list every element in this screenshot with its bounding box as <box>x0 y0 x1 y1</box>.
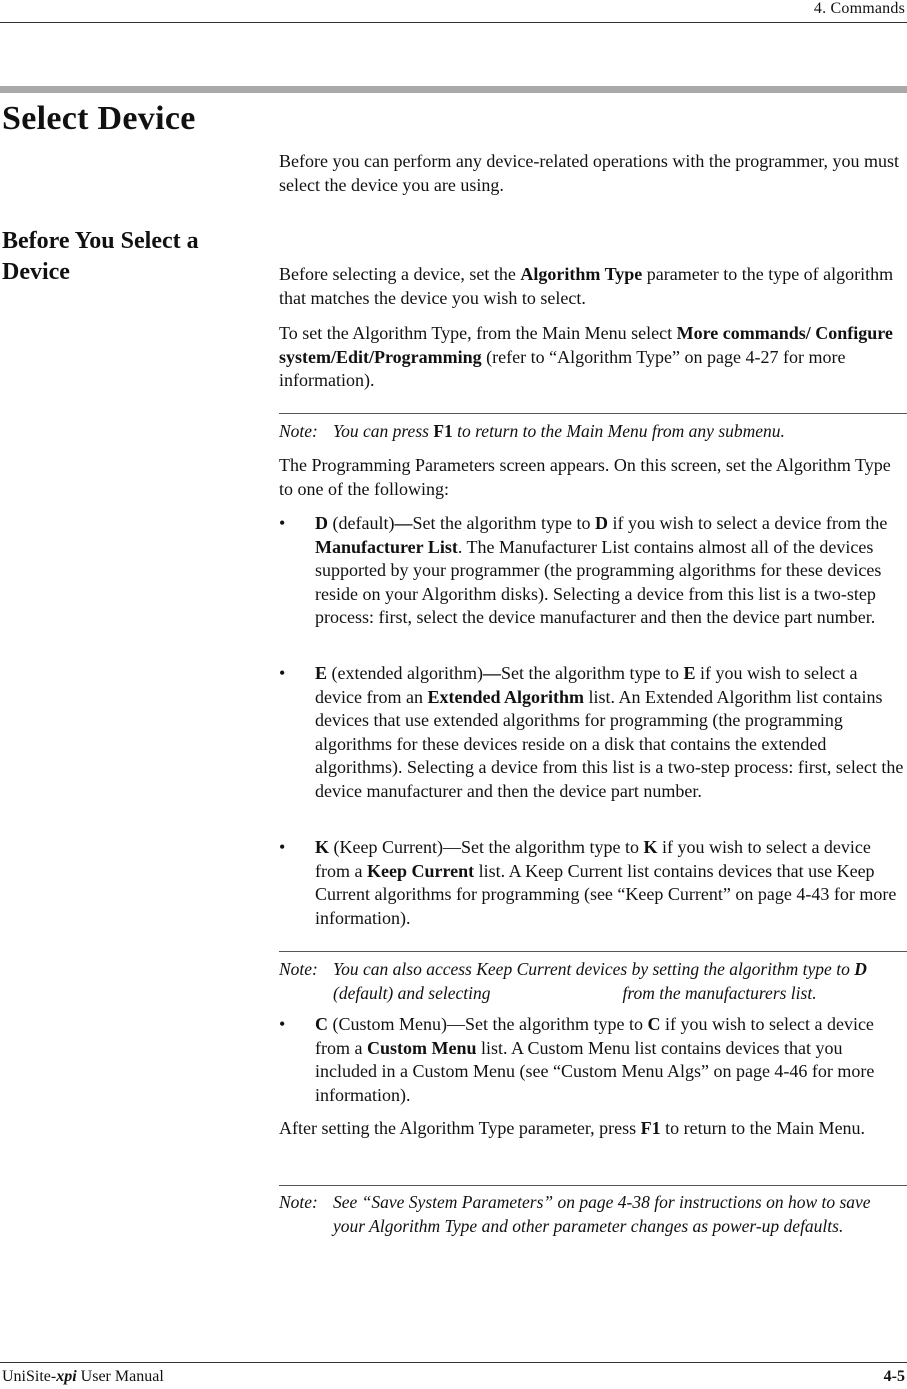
bullet-text1: Set the algorithm type to <box>500 663 684 683</box>
note-keep-current <box>279 958 907 1005</box>
bullet-text <box>315 836 907 930</box>
bullet-dot: • <box>279 1014 286 1034</box>
bullet-text2: if you wish to select a device from a <box>315 837 871 881</box>
note-rule <box>279 413 907 414</box>
paragraph-set-algorithm <box>279 322 905 393</box>
list-item-e <box>279 662 907 803</box>
list-item-k <box>279 836 907 930</box>
p1-bold: Algorithm Type <box>520 264 643 284</box>
footer-suffix: User Manual <box>76 1368 164 1385</box>
note-label: Note: <box>279 421 318 441</box>
bullet-key: K <box>315 837 330 857</box>
bullet-text3: . The Manufacturer List contains almost all of the devices supported by your programmer (the programming algorithms for these devices reside on your Algorithm disks). Selecting a device from this list is a two-step process: first, select the device manufacturer and then the device part number. <box>315 536 882 627</box>
footer-manual-title <box>2 1368 164 1386</box>
paragraph-programming-parameters: The Programming Parameters screen appears. On this screen, set the Algorithm Type to one of the following: <box>279 455 891 499</box>
bullet-dash: — <box>447 1014 465 1034</box>
bullet-list-name: Keep Current <box>366 860 475 881</box>
bullet-list-name: Manufacturer List <box>315 536 458 557</box>
note1-key: F1 <box>433 421 453 441</box>
footer-prefix: UniSite- <box>2 1368 57 1385</box>
bullet-dash: — <box>394 513 413 533</box>
p4-before: After setting the Algorithm Type parameter, press <box>279 1118 641 1138</box>
bullet-text <box>315 512 907 630</box>
p1-before: Before selecting a device, set the <box>279 264 521 284</box>
bullet-key: C <box>315 1014 328 1034</box>
intro-paragraph: Before you can perform any device-related operations with the programmer, you must select the device you are using. <box>279 151 900 195</box>
bullet-dot: • <box>279 837 286 857</box>
p4-after: to return to the Main Menu. <box>660 1118 866 1138</box>
note-rule <box>279 1185 907 1186</box>
bullet-paren: (Custom Menu) <box>328 1014 447 1034</box>
note1-after: to return to the Main Menu from any submenu. <box>452 421 785 441</box>
bullet-key: D <box>315 513 328 533</box>
bullet-text1: Set the algorithm type to <box>412 513 595 533</box>
paragraph-after-setting <box>279 1117 905 1141</box>
bullet-list-name: Extended Algorithm <box>427 686 584 707</box>
bullet-key2: C <box>647 1014 661 1034</box>
bullet-text <box>315 1013 907 1107</box>
note-f1 <box>279 420 907 444</box>
bullet-paren: (extended algorithm) <box>327 663 483 683</box>
bullet-text3: list. A Keep Current list contains devices that use Keep Current algorithms for programming (see “Keep Current” on page 4-43 for more information). <box>315 860 897 928</box>
note-rule <box>279 951 907 952</box>
footer-italic: xpi <box>56 1368 77 1385</box>
note2-text3: from the manufacturers list. <box>622 982 817 1003</box>
footer-page-number: 4-5 <box>883 1368 905 1385</box>
bullet-text3: list. An Extended Algorithm list contains devices that use extended algorithms for programming (the programming algorithms for these devices reside on a disk that contains the extended algorithms). Selecting a device from this list is a two-step process: first, select the device manufacturer and then the device part number. <box>315 686 904 801</box>
bullet-dash: — <box>442 837 461 857</box>
bullet-text2: if you wish to select a device from the <box>607 513 888 533</box>
header-rule <box>0 22 907 23</box>
bullet-paren: (Keep Current) <box>329 837 443 857</box>
note-label: Note: <box>279 1192 318 1212</box>
bullet-text2: if you wish to select a device from a <box>315 1014 874 1058</box>
paragraph-algorithm-type <box>279 263 905 310</box>
note-text: See “Save System Parameters” on page 4-38 for instructions on how to save your Algorithm Type and other parameter changes as power-up defaults. <box>333 1192 871 1236</box>
note-text <box>333 420 907 444</box>
bullet-key2: E <box>683 663 696 683</box>
note-text <box>333 958 907 1005</box>
note2-text2: (default) and selecting <box>333 982 491 1003</box>
bullet-text1: Set the algorithm type to <box>460 837 644 857</box>
bullet-paren: (default) <box>328 513 395 533</box>
bullet-text <box>315 662 907 803</box>
bullet-key: E <box>315 663 328 683</box>
page-title: Select Device <box>2 100 196 137</box>
note2-key: D <box>854 959 867 979</box>
list-item-c <box>279 1013 907 1107</box>
p1-after: parameter to the type of algorithm that matches the device you wish to select. <box>279 264 894 308</box>
p2-before: To set the Algorithm Type, from the Main Menu select <box>279 323 677 343</box>
note-label: Note: <box>279 959 318 979</box>
running-header-chapter: 4. Commands <box>813 0 905 17</box>
bullet-dot: • <box>279 513 286 533</box>
note1-before: You can press <box>333 421 434 441</box>
bullet-text3: list. A Custom Menu list contains devices that you included in a Custom Menu (see “Custom Menu Algs” on page 4-46 for more information). <box>315 1037 875 1105</box>
list-item-d <box>279 512 907 630</box>
note-save-parameters <box>279 1191 907 1238</box>
bullet-list-name: Custom Menu <box>366 1037 477 1058</box>
bullet-key2: D <box>594 513 608 533</box>
p2-bold: More commands/ Configure system/Edit/Programming <box>279 323 893 367</box>
p4-key: F1 <box>640 1118 661 1138</box>
p2-after: (refer to “Algorithm Type” on page 4-27 for more information). <box>279 346 846 390</box>
footer-rule <box>0 1362 907 1363</box>
bullet-text2: if you wish to select a device from an <box>315 663 858 707</box>
bullet-dash: — <box>482 663 501 683</box>
bullet-key2: K <box>643 837 658 857</box>
bullet-dot: • <box>279 663 286 683</box>
section-heading: Before You Select a Device <box>2 228 199 285</box>
note2-text1: You can also access Keep Current devices by setting the algorithm type to <box>333 959 855 979</box>
section-bar <box>0 86 907 93</box>
bullet-text1: Set the algorithm type to <box>465 1014 648 1034</box>
